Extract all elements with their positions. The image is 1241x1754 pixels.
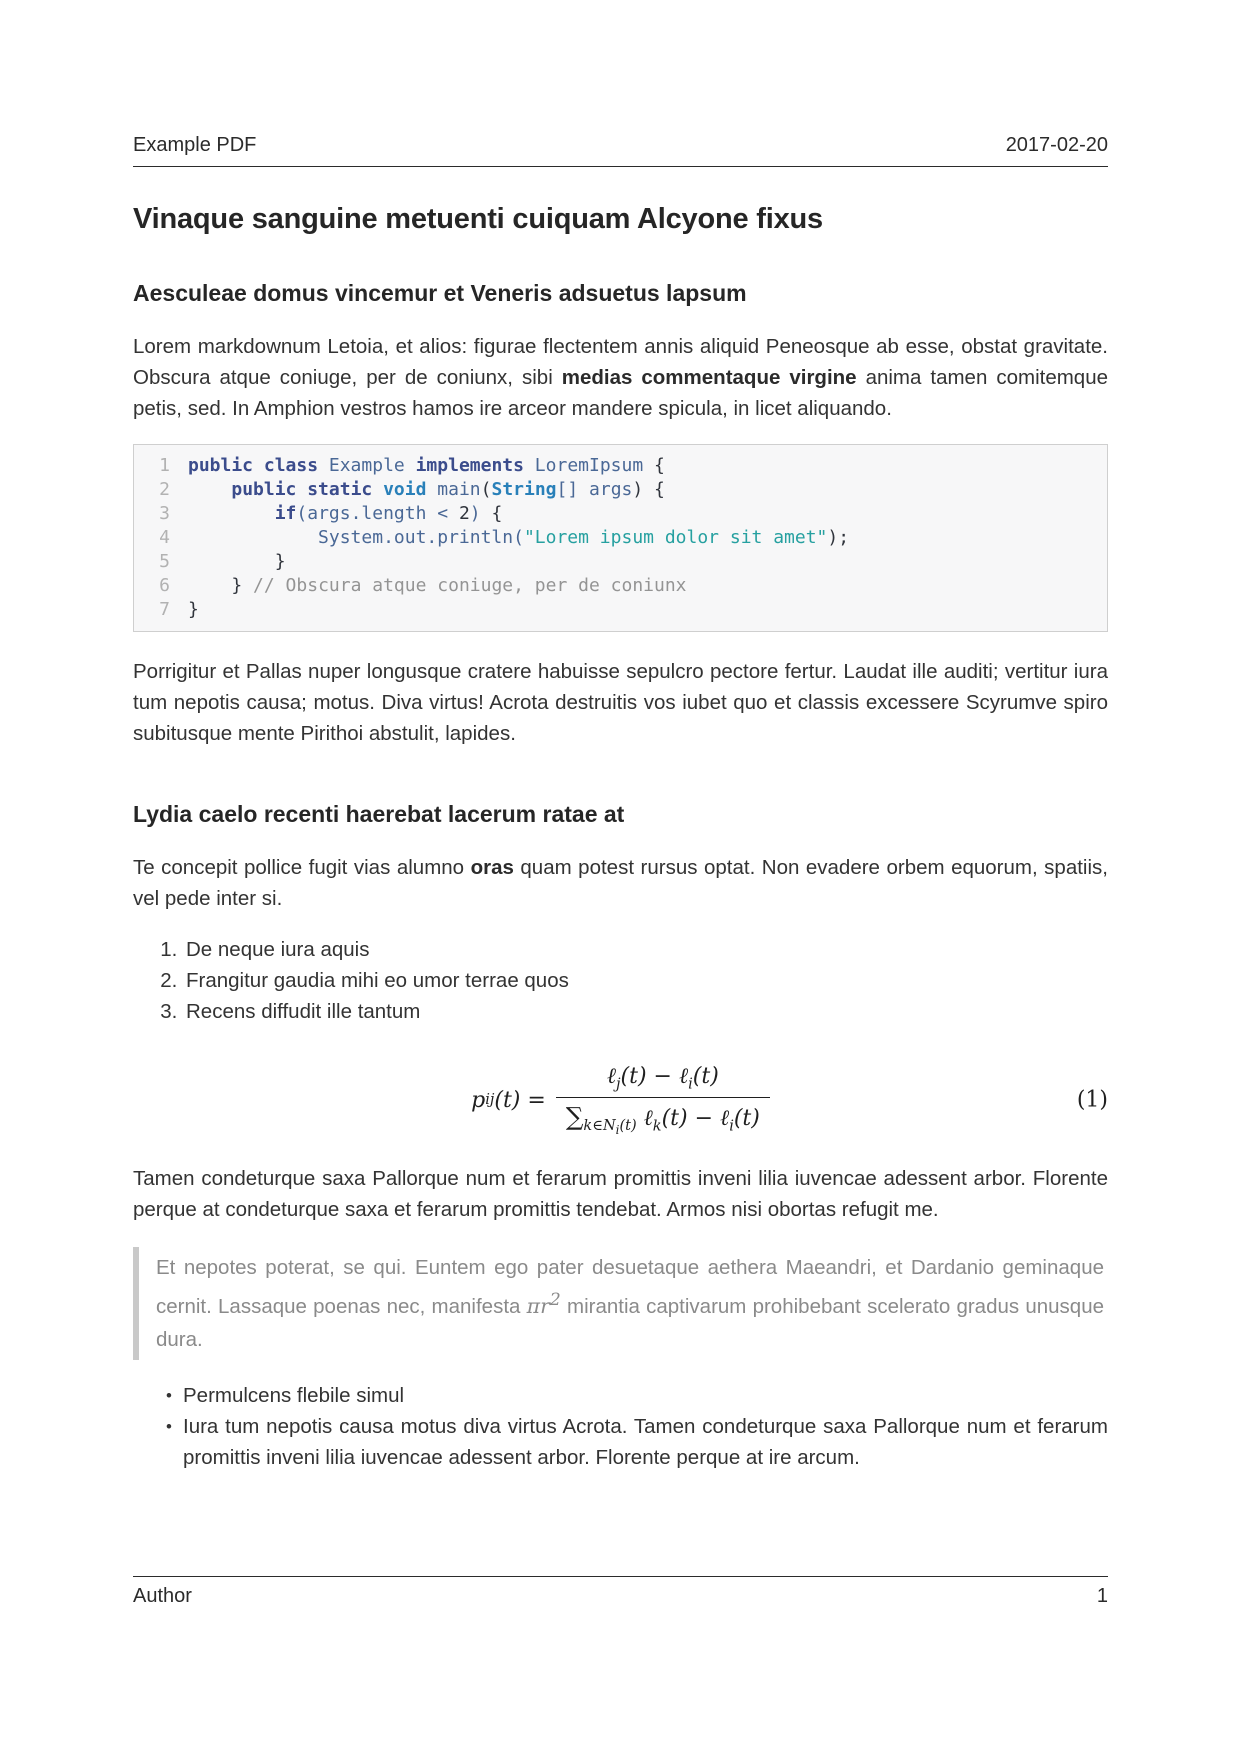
list-item: 3. Recens diffudit ille tantum xyxy=(183,996,1108,1027)
code-token: ) { xyxy=(632,479,665,500)
footer-rule xyxy=(133,1576,1108,1577)
code-token: } xyxy=(231,575,254,596)
header-rule xyxy=(133,166,1108,167)
line-number: 6 xyxy=(159,575,170,596)
code-token: (args.length < xyxy=(296,503,459,524)
sum-symbol: ∑ xyxy=(565,1101,584,1131)
section-heading-1: Aesculeae domus vincemur et Veneris adsuetus lapsum xyxy=(133,280,747,306)
inline-math-exponent: 2 xyxy=(549,1290,561,1310)
paragraph-3-text-end: quam potest rursus optat. Non evadere orbem equorum, spatiis, vel pede inter si. xyxy=(133,856,1108,910)
code-token: "Lorem ipsum dolor sit amet" xyxy=(523,527,828,548)
blockquote-text-end: mirantia captivarum prohibebant scelerato gradus unusque dura. xyxy=(156,1294,1104,1351)
paragraph-1-bold: medias commentaque virgine xyxy=(561,366,857,389)
code-token: public static xyxy=(231,479,373,500)
equation-number: (1) xyxy=(1076,1087,1108,1113)
code-token: // Obscura atque coniuge, per de coniunx xyxy=(253,575,687,596)
list-item: 1. De neque iura aquis xyxy=(183,934,1108,965)
paragraph-1-text: Lorem markdownum Letoia, et alios: figurae flectentem annis aliquid Peneosque ab esse, obstat gravitate. Obscura atque coniuge, per de coniunx, sibi xyxy=(133,335,1108,389)
code-token xyxy=(188,550,275,574)
code-line xyxy=(142,454,1095,478)
code-token xyxy=(188,478,231,502)
code-token: main xyxy=(426,479,481,500)
footer-author: Author xyxy=(133,1585,192,1607)
sum-subscript: k∈Ni(t) xyxy=(583,1117,637,1137)
code-line xyxy=(142,550,1095,574)
list-item: • Iura tum nepotis causa motus diva virtus Acrota. Tamen condeturque saxa Pallorque num et ferarum promittis inveni lilia iuvencae adessent arbor. Florente perque at ire arcum. xyxy=(183,1411,1108,1473)
code-token: [] args xyxy=(556,479,633,500)
code-token xyxy=(372,478,383,502)
code-token: public class xyxy=(188,455,319,476)
header-date: 2017-02-20 xyxy=(1005,134,1108,156)
code-token: { xyxy=(491,503,503,524)
code-token: } xyxy=(274,551,286,572)
code-line xyxy=(142,478,1095,502)
paragraph-1 xyxy=(133,331,1108,424)
line-number: 4 xyxy=(159,527,170,548)
code-token: System.out.println( xyxy=(188,527,524,548)
code-token: ) xyxy=(469,503,492,524)
equation-numerator: ℓ$_j$(t) − ℓ$_i$(t) xyxy=(606,1064,719,1093)
code-token: ); xyxy=(827,527,850,548)
header-title: Example PDF xyxy=(133,134,257,156)
code-token: implements xyxy=(415,455,524,476)
page-footer xyxy=(133,1576,1108,1608)
code-token: ( xyxy=(480,479,492,500)
line-number: 2 xyxy=(159,479,170,500)
code-block xyxy=(133,444,1108,632)
code-token: LoremIpsum xyxy=(523,455,655,476)
equation-variable: p xyxy=(471,1087,486,1113)
code-line xyxy=(142,574,1095,598)
line-number: 3 xyxy=(159,503,170,524)
paragraph-3-text: Te concepit pollice fugit vias alumno xyxy=(133,856,471,879)
equation-lhs xyxy=(471,1088,546,1113)
code-line xyxy=(142,502,1095,526)
code-token: void xyxy=(383,479,427,500)
list-item: • Permulcens flebile simul xyxy=(183,1380,1108,1411)
equation-equals: (t) = xyxy=(494,1087,546,1113)
equation-subscript: ij xyxy=(485,1092,495,1108)
line-number: 5 xyxy=(159,551,170,572)
code-token xyxy=(188,502,275,526)
paragraph-4: Tamen condeturque saxa Pallorque num et ferarum promittis inveni lilia iuvencae adessent arbor. Florente perque at condeturque saxa et ferarum promittis tendebat. Armos nisi obortas refugit me. xyxy=(133,1167,1108,1221)
equation-denominator: $\sum_{k\in N_i(t)}$ ℓ$_k$(t) − ℓ$_i$(t) xyxy=(556,1097,770,1137)
footer-row xyxy=(133,1585,1108,1608)
paragraph-3 xyxy=(133,852,1108,914)
line-number: 7 xyxy=(159,599,170,620)
code-token: if xyxy=(274,503,297,524)
paragraph-3-bold: oras xyxy=(470,856,514,879)
equation-fraction xyxy=(556,1063,770,1137)
equation xyxy=(133,1061,1108,1139)
page-header xyxy=(133,134,1108,157)
code-token: { xyxy=(654,455,665,476)
section-heading-2: Lydia caelo recenti haerebat lacerum ratae at xyxy=(133,801,625,827)
paragraph-2: Porrigitur et Pallas nuper longusque cratere habuisse sepulcro pectore fertur. Laudat ille auditi; vertitur iura tum nepotis causa; motus. Diva virtus! Acrota destruitis vos iubet quo et classis excessere Scyrumve spiro subitusque mente Pirithoi abstulit, lapides. xyxy=(133,660,1108,745)
ordered-list xyxy=(133,934,1108,1027)
page-content xyxy=(133,0,1108,1473)
code-line xyxy=(142,526,1095,550)
code-token: 2 xyxy=(458,503,470,524)
list-item: 2. Frangitur gaudia mihi eo umor terrae quos xyxy=(183,965,1108,996)
code-token xyxy=(188,574,231,598)
code-line xyxy=(142,598,1095,622)
blockquote xyxy=(133,1247,1108,1360)
blockquote-text: Et nepotes poterat, se qui. Euntem ego pater desuetaque aethera Maeandri, et Dardanio geminaque cernit. Lassaque poenas nec, manifesta xyxy=(156,1256,1104,1318)
page-number: 1 xyxy=(1096,1585,1108,1607)
code-token: String xyxy=(491,479,557,500)
inline-math: πr xyxy=(526,1293,550,1318)
code-token: Example xyxy=(318,455,416,476)
line-number: 1 xyxy=(159,455,170,476)
code-token: } xyxy=(188,599,199,620)
paragraph-1-text-end: anima tamen comitemque petis, sed. In Amphion vestros hamos ire arceor mandere spicula, in licet aliquando. xyxy=(133,366,1109,420)
page-title: Vinaque sanguine metuenti cuiquam Alcyone fixus xyxy=(133,203,823,235)
bullet-list xyxy=(133,1380,1108,1473)
